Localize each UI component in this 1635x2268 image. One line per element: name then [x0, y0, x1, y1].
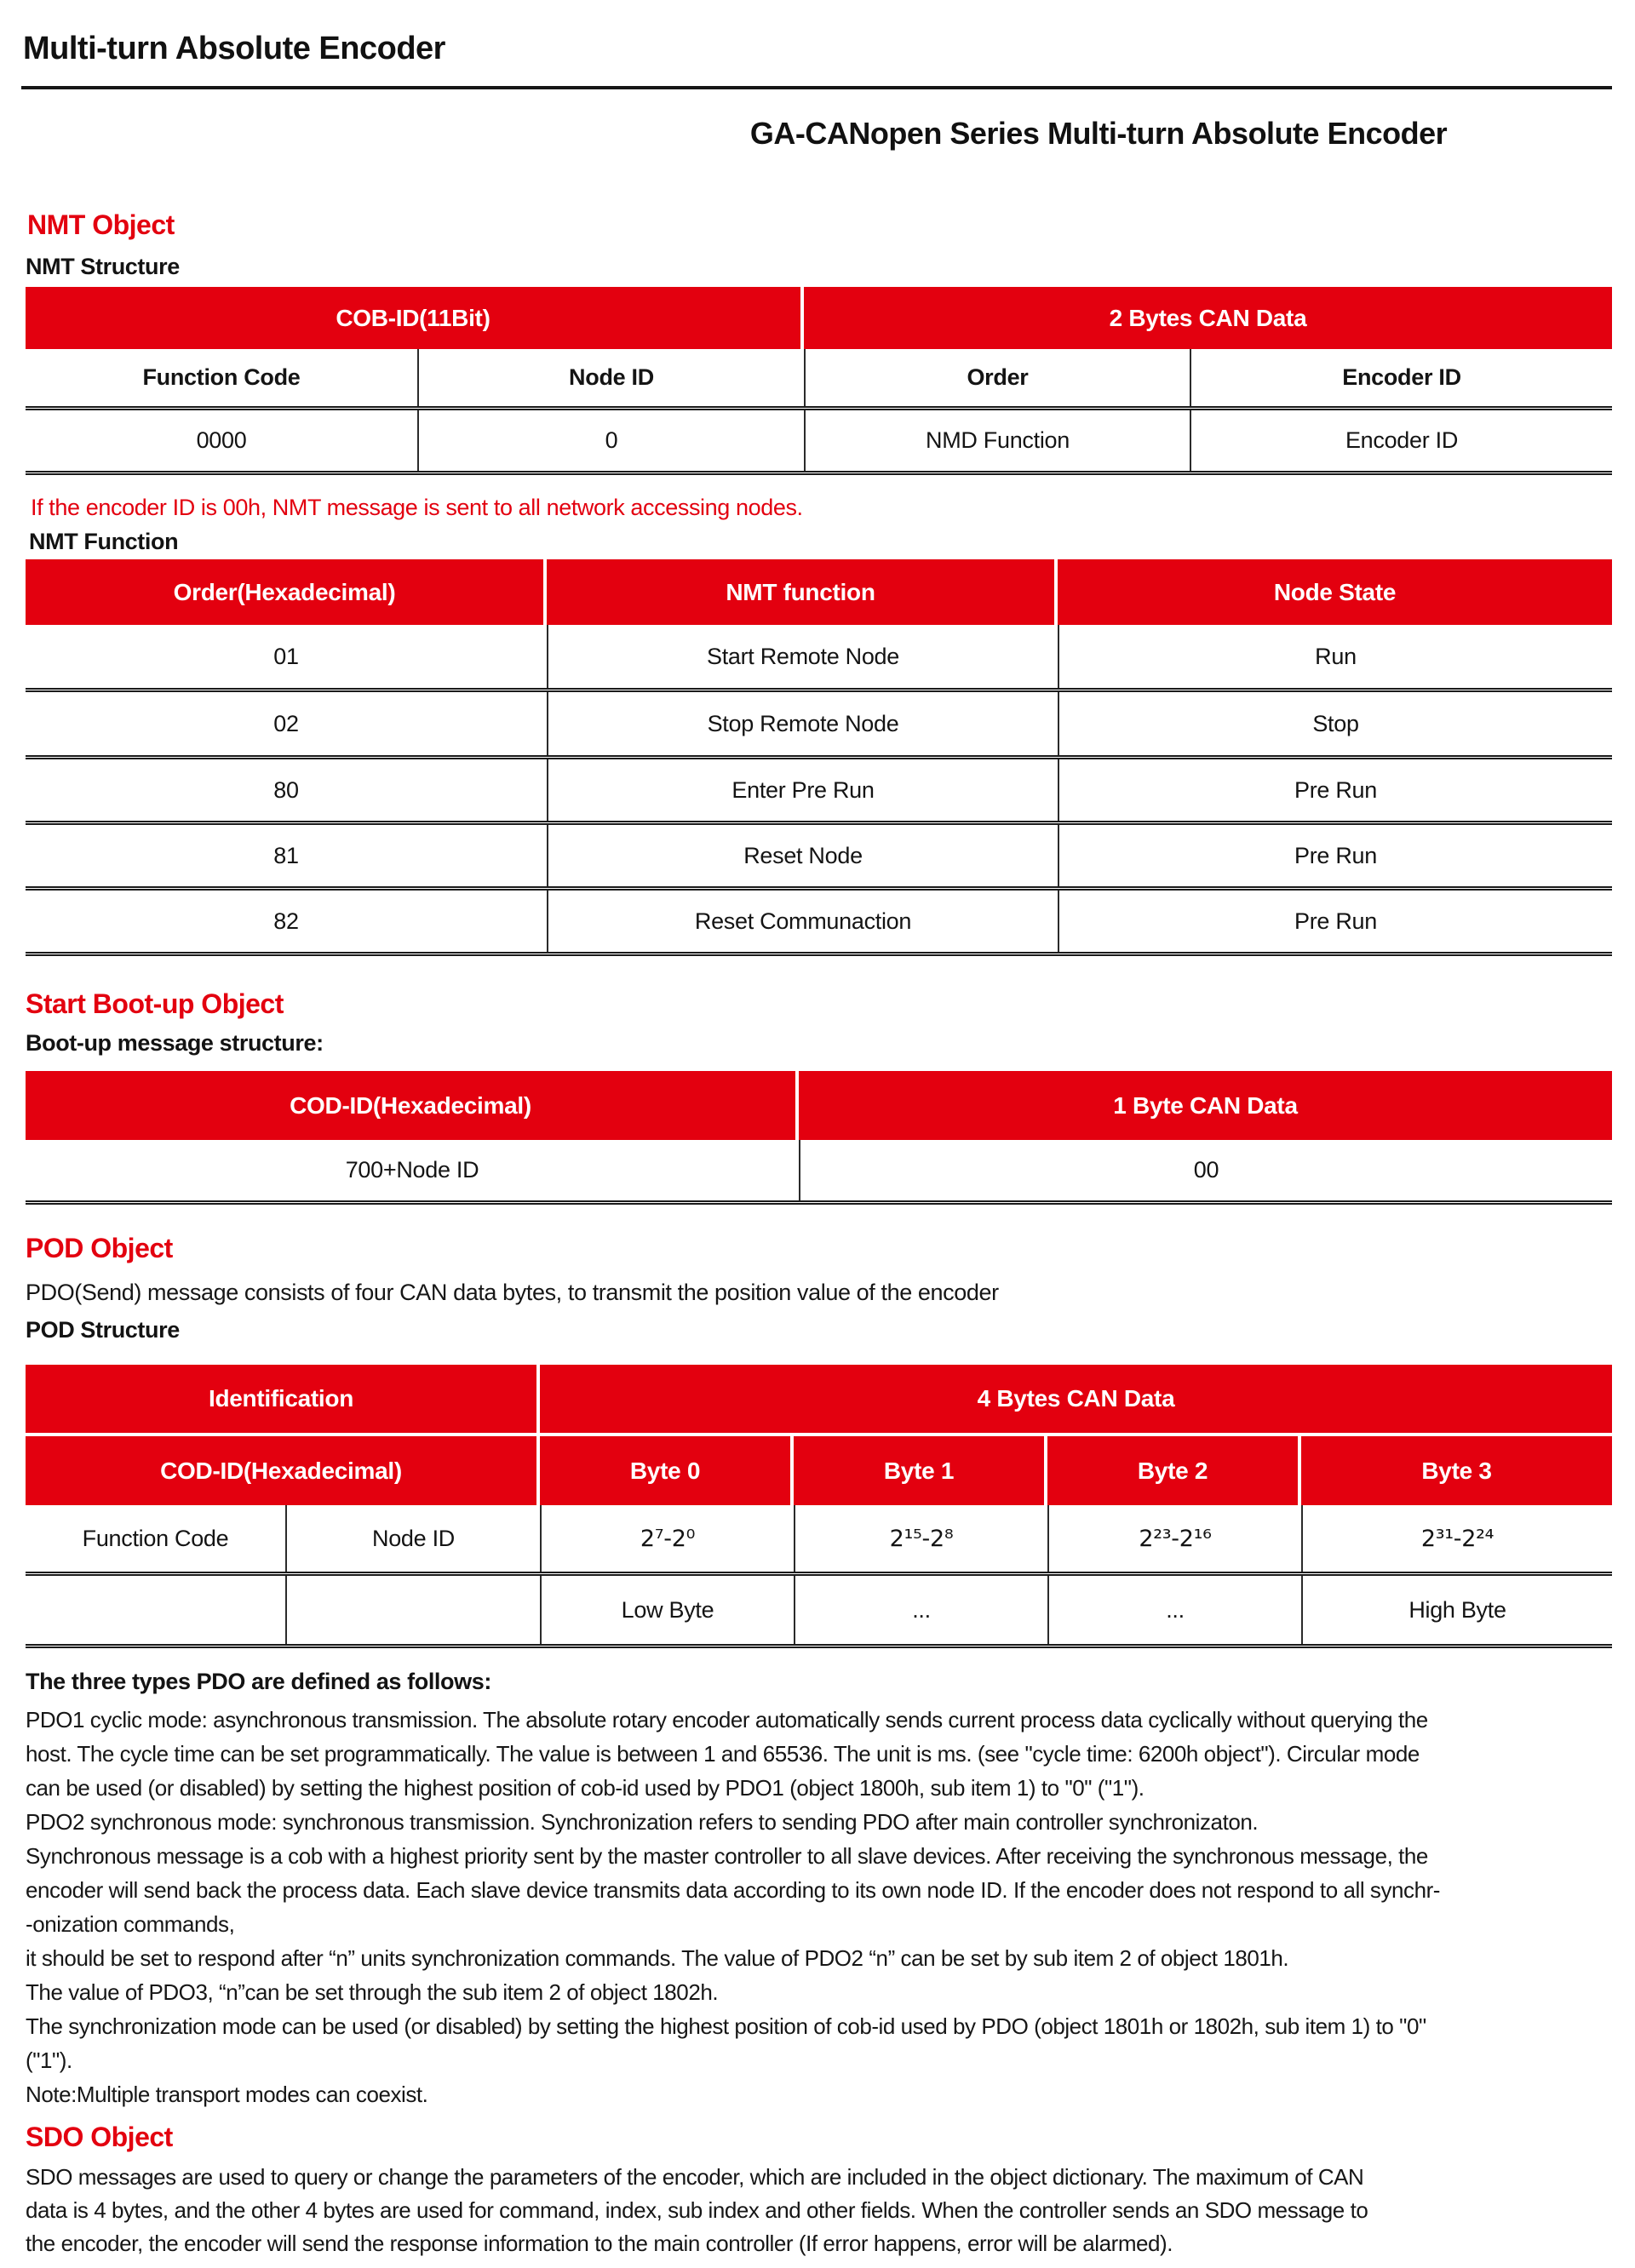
- table-group-header-row: [26, 1365, 1612, 1436]
- table-row: [26, 1576, 1612, 1648]
- table-group-header-row: [26, 287, 1612, 349]
- column-header-cell: COD-ID(Hexadecimal): [26, 1071, 799, 1140]
- table-row: [26, 759, 1612, 825]
- table-cell: 82: [273, 908, 299, 934]
- table-cell: Enter Pre Run: [547, 759, 1058, 821]
- column-header-cell: Byte 0: [540, 1436, 794, 1505]
- text-line: data is 4 bytes, and the other 4 bytes are used for command, index, sub index and other fields. When the controller sends an SDO message to: [26, 2197, 1368, 2223]
- text-line: it should be set to respond after “n” units synchronization commands. The value of PDO2 “n” can be set by sub item 2 of object 1801h.: [26, 1945, 1289, 1971]
- table-cell: Pre Run: [1058, 891, 1612, 952]
- table-header-row: [26, 1071, 1612, 1140]
- table-cell: 0: [417, 410, 804, 471]
- table-cell: Function Code: [82, 1525, 229, 1551]
- table-cell: ...: [1047, 1576, 1301, 1644]
- table-byte-header-row: [26, 1436, 1612, 1505]
- column-header-cell: Encoder ID: [1190, 349, 1612, 406]
- table-row: [26, 825, 1612, 891]
- table-cell: 2¹⁵-2⁸: [794, 1505, 1047, 1572]
- text-line: -onization commands,: [26, 1911, 235, 1937]
- table-cell: Stop Remote Node: [547, 692, 1058, 755]
- table-cell: 81: [273, 842, 299, 868]
- nmt-structure-table: [26, 287, 1612, 475]
- header-divider: [21, 86, 1612, 89]
- text-line: Synchronous message is a cob with a highest priority sent by the master controller to all slave devices. After receiving the synchronous message, the: [26, 1843, 1428, 1869]
- column-header-cell: NMT function: [547, 559, 1058, 625]
- nmt-note: If the encoder ID is 00h, NMT message is sent to all network accessing nodes.: [31, 495, 803, 520]
- table-cell: Reset Communaction: [547, 891, 1058, 952]
- table-cell: Reset Node: [547, 825, 1058, 886]
- table-cell: 700+Node ID: [345, 1157, 479, 1183]
- text-line: ("1").: [26, 2048, 72, 2073]
- doc-title: GA-CANopen Series Multi-turn Absolute Encoder: [749, 116, 1448, 151]
- table-cell: High Byte: [1301, 1576, 1612, 1644]
- table-cell: 2⁷-2⁰: [540, 1505, 794, 1572]
- table-cell: Stop: [1058, 692, 1612, 755]
- column-header-cell: Byte 3: [1301, 1436, 1612, 1505]
- column-header-cell: COD-ID(Hexadecimal): [26, 1436, 540, 1505]
- text-line: the encoder, the encoder will send the response information to the main controller (If error happens, error will be alarmed).: [26, 2231, 1173, 2256]
- table-cell: Pre Run: [1058, 759, 1612, 821]
- table-cell: Pre Run: [1058, 825, 1612, 886]
- table-cell: NMD Function: [804, 410, 1190, 471]
- table-cell: 80: [273, 776, 299, 803]
- label-nmt-structure: NMT Structure: [26, 254, 180, 279]
- column-header-cell: Order: [804, 349, 1190, 406]
- nmt-function-table: [26, 559, 1612, 956]
- table-cell: 01: [273, 643, 299, 669]
- column-header-cell: Node State: [1058, 559, 1612, 625]
- table-cell: Encoder ID: [1190, 410, 1612, 471]
- group-header-cell: 4 Bytes CAN Data: [540, 1365, 1612, 1433]
- section-heading-sdo-object: SDO Object: [26, 2122, 173, 2152]
- table-cell: 02: [273, 710, 299, 736]
- column-header-cell: 1 Byte CAN Data: [799, 1071, 1612, 1140]
- section-heading-nmt-object: NMT Object: [27, 209, 175, 240]
- table-cell: 2²³-2¹⁶: [1047, 1505, 1301, 1572]
- column-header-cell: Node ID: [417, 349, 804, 406]
- column-header-cell: Byte 2: [1047, 1436, 1301, 1505]
- label-nmt-function: NMT Function: [29, 529, 179, 554]
- table-row: [26, 1505, 1612, 1576]
- pod-structure-table: [26, 1365, 1612, 1648]
- group-header-cell: Identification: [26, 1365, 540, 1433]
- text-line: PDO2 synchronous mode: synchronous transmission. Synchronization refers to sending PDO after main controller synchronizaton.: [26, 1809, 1259, 1835]
- pod-intro: PDO(Send) message consists of four CAN data bytes, to transmit the position value of the encoder: [26, 1280, 999, 1305]
- table-cell: ...: [794, 1576, 1047, 1644]
- text-line: can be used (or disabled) by setting the highest position of cob-id used by PDO1 (object 1800h, sub item 1) to "0" ("1").: [26, 1775, 1144, 1801]
- table-cell: 00: [799, 1140, 1612, 1200]
- column-header-cell: Function Code: [142, 364, 301, 390]
- table-row: [26, 891, 1612, 956]
- table-cell: 2³¹-2²⁴: [1301, 1505, 1612, 1572]
- page-title: Multi-turn Absolute Encoder: [23, 31, 445, 66]
- table-header-row: [26, 559, 1612, 625]
- boot-table: [26, 1071, 1612, 1205]
- table-cell: Node ID: [285, 1505, 540, 1572]
- text-line: encoder will send back the process data. Each slave device transmits data according to its own node ID. If the encoder does not respond to all synchr-: [26, 1877, 1441, 1903]
- text-line: The synchronization mode can be used (or disabled) by setting the highest position of cob-id used by PDO (object 1801h or 1802h, sub item 1) to "0": [26, 2013, 1426, 2039]
- table-cell: Low Byte: [540, 1576, 794, 1644]
- text-line: The value of PDO3, “n”can be set through the sub item 2 of object 1802h.: [26, 1979, 719, 2005]
- section-heading-pod-object: POD Object: [26, 1233, 173, 1263]
- table-row: [26, 410, 1612, 475]
- table-column-header-row: [26, 349, 1612, 410]
- pdo-description: [26, 1703, 1440, 2111]
- text-line: host. The cycle time can be set programmatically. The value is between 1 and 65536. The unit is ms. (see "cycle time: 6200h object"). Circular mode: [26, 1741, 1420, 1767]
- table-cell: Start Remote Node: [547, 625, 1058, 688]
- group-header-cell: 2 Bytes CAN Data: [804, 287, 1612, 349]
- label-boot-structure: Boot-up message structure:: [26, 1030, 324, 1056]
- sdo-description: [26, 2161, 1368, 2260]
- column-header-cell: Byte 1: [794, 1436, 1047, 1505]
- table-cell: 0000: [196, 427, 247, 453]
- group-header-cell: COB-ID(11Bit): [26, 287, 804, 349]
- text-line: Note:Multiple transport modes can coexist.: [26, 2082, 428, 2107]
- table-cell: [285, 1576, 540, 1644]
- label-pdo-types: The three types PDO are defined as follows:: [26, 1669, 491, 1694]
- column-header-cell: Order(Hexadecimal): [26, 559, 547, 625]
- table-cell: [26, 1576, 285, 1644]
- section-heading-boot-object: Start Boot-up Object: [26, 988, 284, 1019]
- text-line: PDO1 cyclic mode: asynchronous transmission. The absolute rotary encoder automatically sends current process data cyclically without querying the: [26, 1707, 1428, 1732]
- table-row: [26, 625, 1612, 692]
- table-cell: Run: [1058, 625, 1612, 688]
- table-row: [26, 1140, 1612, 1205]
- label-pod-structure: POD Structure: [26, 1317, 180, 1343]
- text-line: SDO messages are used to query or change the parameters of the encoder, which are included in the object dictionary. The maximum of CAN: [26, 2164, 1364, 2190]
- table-row: [26, 692, 1612, 759]
